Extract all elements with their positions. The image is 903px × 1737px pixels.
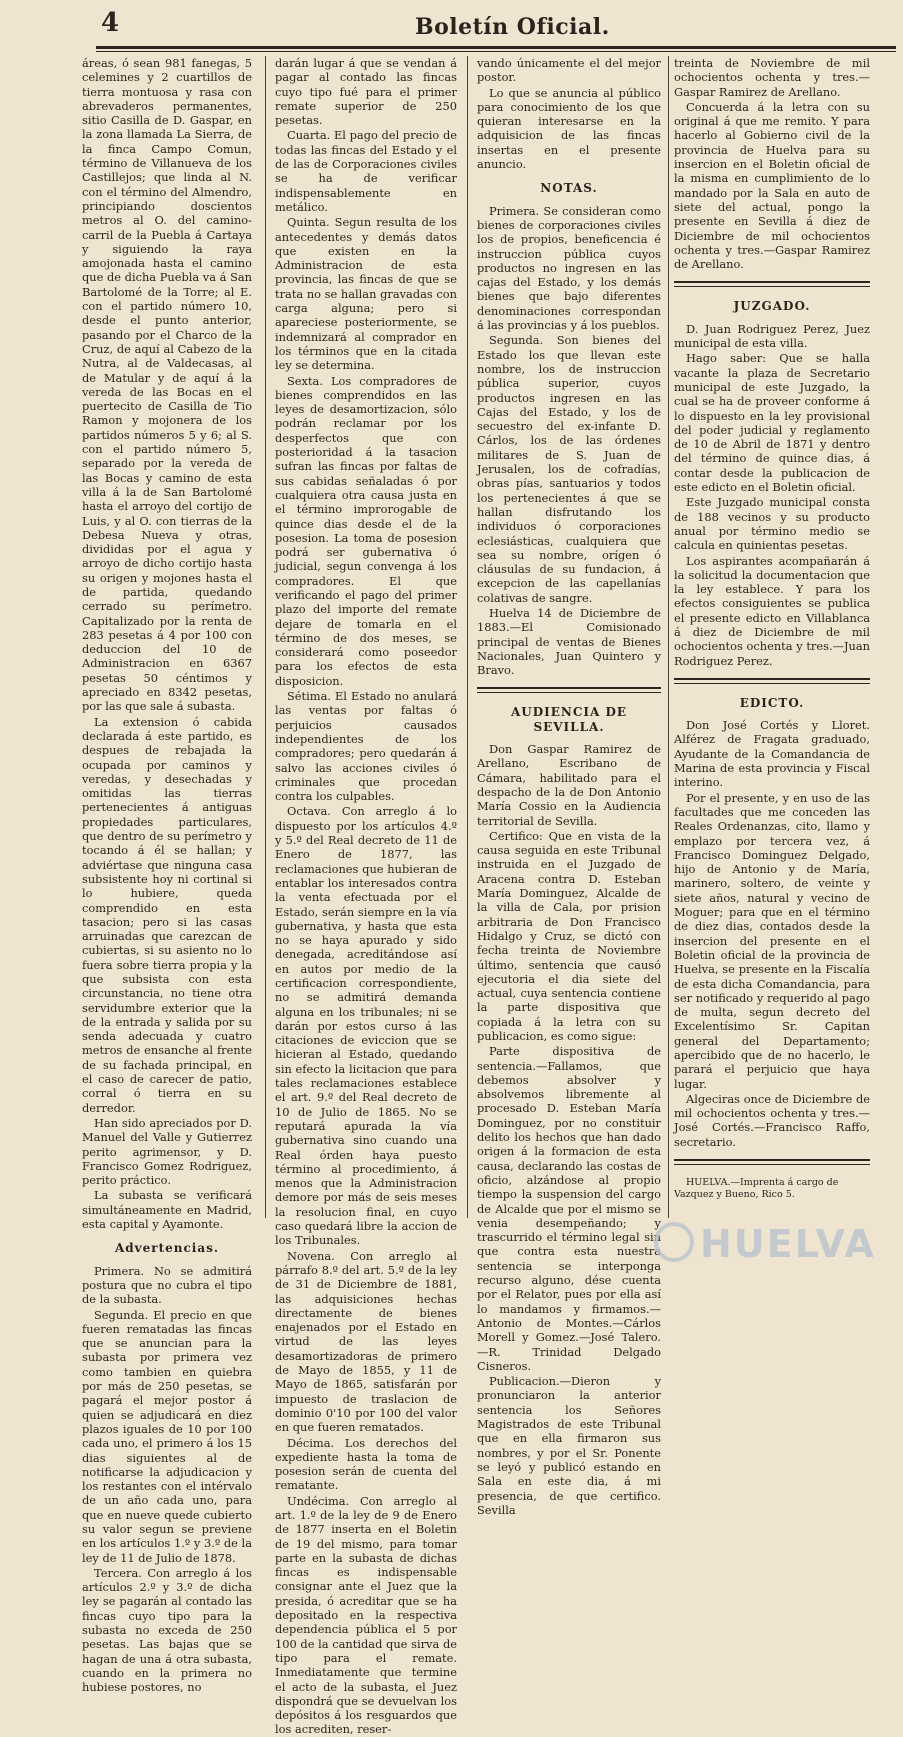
page-title: Boletín Oficial. (415, 14, 610, 40)
paragraph: Concuerda á la letra con su original á que me remito. Y para hacerlo al Gobierno civil de la provincia de Huelva para su insercion en el Boletin oficial de la misma en cumplimiento de lo mandado por la Sala en auto de siete del actual, pongo la presente en Sevilla á diez de Diciembre de mil ochocientos ochenta y tres.—Gaspar Ramirez de Arellano. (674, 99, 870, 272)
watermark-logo-icon (654, 1222, 694, 1262)
paragraph: Cuarta. El pago del precio de todas las fincas del Estado y el de las de Corporaciones civiles se ha de verificar indispensablemente en metálico. (275, 128, 457, 214)
paragraph: Sexta. Los compradores de bienes comprendidos en las leyes de desamortizacion, sólo podrán reclamar por los desperfectos que con posterioridad á la tasacion sufran las fincas por faltas de sus cabidas señaladas ó por cualquiera otra causa justa en el término improrogable de quince dias desde el de la posesion. La toma de posesion podrá ser gubernativa ó judicial, segun convenga á los compradores. El que verificando el pago del primer plazo del importe del remate dejare de tomarla en el término de dos meses, se considerará como poseedor para los efectos de esta disposicion. (275, 373, 457, 688)
section-heading: EDICTO. (739, 695, 805, 710)
header-rule (96, 46, 896, 49)
paragraph: Hago saber: Que se halla vacante la plaza de Secretario municipal de este Juzgado, la cual se ha de proveer conforme á lo dispuesto en la ley provisional del poder judicial y reglamento de 10 de Abril de 1871 y dentro del término de quince dias, á contar desde la publicacion de este edicto en el Boletin oficial. (674, 351, 870, 495)
section-divider (674, 281, 870, 287)
paragraph: Parte dispositiva de sentencia.—Fallamos, que debemos absolver y absolvemos libremente al procesado D. Esteban María Dominguez, por no constituir delito los hechos que han dado origen á la formacion de esta causa, declarando las costas de oficio, alzándose al propio tiempo la suspension del cargo de Alcalde que por el mismo se venia desempeñando; y trascurrido el término legal sin que contra esta nuestra sentencia se interponga recurso alguno, dése cuenta por el Relator, pues por ella así lo mandamos y firmamos.—Antonio de Montes.—Cárlos Morell y Gomez.—José Talero.—R. Trinidad Delgado Cisneros. (477, 1044, 661, 1373)
section-divider (674, 1159, 870, 1165)
section-heading: NOTAS. (540, 181, 598, 196)
paragraph: treinta de Noviembre de mil ochocientos ochenta y tres.—Gaspar Ramirez de Arellano. (674, 56, 870, 99)
paragraph: Tercera. Con arreglo á los artículos 2.º y 3.º de dicha ley se pagarán al contado las fincas cuyo tipo para la subasta no exceda de 250 pesetas. Las bajas que se hagan de una á otra subasta, cuando en la primera no hubiese postores, no (82, 1565, 252, 1695)
paragraph: La subasta se verificará simultáneamente en Madrid, esta capital y Ayamonte. (82, 1188, 252, 1232)
paragraph: Primera. Se consideran como bienes de corporaciones civiles los de propios, beneficencia é instruccion pública cuyos productos no ingresen en las cajas del Estado, y los demás bienes que bajo diferentes denominaciones correspondan á las provincias y á los pueblos. (477, 203, 661, 333)
column-divider (668, 56, 669, 1218)
paragraph: Don José Cortés y Lloret. Alférez de Fragata graduado, Ayudante de la Comandancia de Marina de esta provincia y Fiscal interino. (674, 718, 870, 790)
paragraph: Este Juzgado municipal consta de 188 vecinos y su producto anual por término medio se calcula en quinientas pesetas. (674, 495, 870, 553)
section-divider (674, 678, 870, 684)
column-4 (674, 56, 870, 1236)
paragraph: Primera. No se admitirá postura que no cubra el tipo de la subasta. (82, 1263, 252, 1307)
paragraph: D. Juan Rodriguez Perez, Juez municipal de esta villa. (674, 321, 870, 351)
paragraph: Han sido apreciados por D. Manuel del Valle y Gutierrez perito agrimensor, y D. Francisco Gomez Rodriguez, perito práctico. (82, 1115, 252, 1188)
paragraph: Los aspirantes acompañarán á la solicitud la documentacion que la ley establece. Y para los efectos consiguientes se publica el presente edicto en Villablanca á diez de Diciembre de mil ochocientos ochenta y tres.—Juan Rodriguez Perez. (674, 553, 870, 668)
paragraph: vando únicamente el del mejor postor. (477, 56, 661, 85)
column-2 (275, 56, 457, 1737)
paragraph: Segunda. Son bienes del Estado los que llevan este nombre, los de instruccion pública superior, cuyos productos ingresen en las Cajas del Estado, y los de secuestro del ex-infante D. Cárlos, los de las órdenes militares de S. Juan de Jerusalen, los de cofradías, obras pías, santuarios y todos los pertenecientes á que se hallan disfrutando los individuos ó corporaciones eclesiásticas, cualquiera que sea su nombre, orígen ó cláusulas de su fundacion, á excepcion de las capellanías colativas de sangre. (477, 333, 661, 605)
column-divider (467, 56, 468, 1218)
column-1 (82, 56, 252, 1695)
paragraph: Segunda. El precio en que fueren rematadas las fincas que se anuncian para la subasta por primera vez como tambien en quiebra por más de 250 pesetas, se pagará el mejor postor á quien se adjudicará en diez plazos iguales de 10 por 100 cada uno, el primero á los 15 dias siguientes al de notificarse la adjudicacion y los restantes con el intérvalo de un año cada uno, para que en nueve quede cubierto su valor segun se previene en los artículos 1.º y 3.º de la ley de 11 de Julio de 1878. (82, 1307, 252, 1565)
paragraph: Lo que se anuncia al público para conocimiento de los que quieran interesarse en la adquisicion de las fincas insertas en el presente anuncio. (477, 85, 661, 172)
watermark-text: HUELVA (700, 1222, 876, 1266)
paragraph: Quinta. Segun resulta de los antecedentes y demás datos que existen en la Administracion de esta provincia, las fincas de que se trata no se hallan gravadas con carga alguna; pero si apareciese posteriormente, se indemnizará al comprador en los términos que en la citada ley se determina. (275, 215, 457, 373)
section-heading: JUZGADO. (733, 299, 811, 314)
paragraph: áreas, ó sean 981 fanegas, 5 celemines y 2 cuartillos de tierra montuosa y rasa con abrevaderos permanentes, sitio Casilla de D. Gaspar, en la zona llamada La Sierra, de la finca Campo Comun, término de Villanueva de los Castillejos; que linda al N. con el término del Almendro, principiando doscientos metros al O. del camino-carril de la Puebla á Cartaya y siguiendo la raya amojonada hasta el camino que de dicha Puebla va á San Bartolomé de la Torre; al E. con el partido número 10, desde el punto anterior, pasando por el Charco de la Cruz, de aquí al Cabezo de la Nutra, al de Valdecasas, al de Matular y de aquí á la vereda de las Bocas en el puertecito de Casilla de Tio Ramon y mojonera de los partidos números 5 y 6; al S. con el partido número 5, separado por la vereda de las Bocas y camino de esta villa á la de San Bartolomé hasta el arroyo del cortijo de Luis, y al O. con tierras de la Debesa Nueva y otras, divididas por el agua y arroyo de dicho cortijo hasta su origen y mojones hasta el de partida, quedando cerrado su perímetro. Capitalizado por la renta de 283 pesetas á 4 por 100 con deduccion del 10 de Administracion en 6367 pesetas 50 céntimos y apreciado en 8342 pesetas, por las que sale á subasta. (82, 56, 252, 714)
paragraph: Por el presente, y en uso de las facultades que me conceden las Reales Ordenanzas, cito, llamo y emplazo por tercera vez, á Francisco Dominguez Delgado, hijo de Antonio y de María, marinero, soltero, de veinte y siete años, natural y vecino de Moguer; para que en el término de diez dias, contados desde la insercion del presente en el Boletin oficial de la provincia de Huelva, se presente en la Fiscalía de esta dicha Comandancia, para ser notificado y requerido al pago de multa, segun decreto del Excelentísimo Sr. Capitan general del Departamento; apercibido que de no hacerlo, le parará el perjuicio que haya lugar. (674, 790, 870, 1091)
paragraph: La extension ó cabida declarada á este partido, es despues de rebajada la ocupada por caminos y veredas, y desechadas y omitidas las tierras pertenecientes á antiguas propiedades particulares, que dentro de su perímetro y tocando á él se hallan; y adviértase que ninguna casa subsistente hoy ni cortinal si lo hubiere, queda comprendido en esta tasacion; pero si las casas arruinadas que carezcan de cubiertas, si su asiento no lo fuera sobre tierra propia y la que subsista con esta circunstancia, no tiene otra servidumbre exterior que la de la entrada y salida por su senda adecuada y cuatro metros de ensanche al frente de su fachada principal, en el caso de carecer de patio, corral ó tierra en su derredor. (82, 714, 252, 1115)
header-rule-thin (96, 51, 896, 52)
section-divider (477, 687, 661, 693)
paragraph: Novena. Con arreglo al párrafo 8.º del art. 5.º de la ley de 31 de Diciembre de 1881, las adquisiciones hechas directamente de bienes enajenados por el Estado en virtud de las leyes desamortizadoras de primero de Mayo de 1855, y 11 de Mayo de 1865, satisfarán por impuesto de traslacion de dominio 0'10 por 100 del valor en que fueren rematados. (275, 1248, 457, 1435)
paragraph: Décima. Los derechos del expediente hasta la toma de posesion serán de cuenta del rematante. (275, 1435, 457, 1493)
paragraph: Publicacion.—Dieron y pronunciaron la anterior sentencia los Señores Magistrados de este Tribunal que en ella firmaron sus nombres, y por el Sr. Ponente se leyó y publicó estando en Sala en este dia, á mi presencia, de que certifico. Sevilla (477, 1374, 661, 1517)
paragraph: Sétima. El Estado no anulará las ventas por faltas ó perjuicios causados independientes de los compradores; pero quedarán á salvo las acciones civiles ó criminales que procedan contra los culpables. (275, 689, 457, 804)
section-heading: Advertencias. (114, 1241, 220, 1256)
paragraph: Octava. Con arreglo á lo dispuesto por los artículos 4.º y 5.º del Real decreto de 11 de Enero de 1877, las reclamaciones que hubieran de entablar los interesados contra la venta efectuada por el Estado, serán siempre en la vía gubernativa, y hasta que esta no se haya apurado y sido denegada, acreditándose así en autos por medio de la certificacion correspondiente, no se admitirá demanda alguna en los tribunales; ni se darán por estos curso á las citaciones de eviccion que se hicieran al Estado, quedando sin efecto la licitacion que para tales reclamaciones establece el art. 9.º del Real decreto de 10 de Julio de 1865. No se reputará apurada la vía gubernativa sino cuando una Real órden haya puesto término al procedimiento, á menos que la Administracion demore por más de seis meses la resolucion final, en cuyo caso quedará libre la accion de los Tribunales. (275, 804, 457, 1248)
paragraph: Huelva 14 de Diciembre de 1883.—El Comisionado principal de ventas de Bienes Nacionales, Juan Quintero y Bravo. (477, 605, 661, 678)
section-heading: AUDIENCIA DE SEVILLA. (510, 705, 628, 734)
paragraph: Certifico: Que en vista de la causa seguida en este Tribunal instruida en el Juzgado de Aracena contra D. Esteban María Dominguez, Alcalde de la villa de Cala, por prision arbitraria de Don Francisco Hidalgo y Cruz, se dictó con fecha treinta de Noviembre último, sentencia que causó ejecutoria el dia siete del actual, cuya sentencia contiene la parte dispositiva que copiada á la letra con su publicacion, es como sigue: (477, 828, 661, 1043)
column-divider (265, 56, 266, 1218)
page-number: 4 (101, 8, 120, 38)
imprint-line: HUELVA.—Imprenta á cargo de Vazquez y Bueno, Rico 5. (674, 1177, 839, 1201)
paragraph: darán lugar á que se vendan á pagar al contado las fincas cuyo tipo fué para el primer remate superior de 250 pesetas. (275, 56, 457, 128)
paragraph: Undécima. Con arreglo al art. 1.º de la ley de 9 de Enero de 1877 inserta en el Boletin de 19 del mismo, para tomar parte en la subasta de dichas fincas es indispensable consignar ante el Juez que la presida, ó acreditar que se ha depositado en la respectiva dependencia pública el 5 por 100 de la cantidad que sirva de tipo para el remate. Inmediatamente que termine el acto de la subasta, el Juez dispondrá que se devuelvan los depósitos á los resguardos que los acrediten, reser- (275, 1493, 457, 1737)
paragraph: Don Gaspar Ramirez de Arellano, Escribano de Cámara, habilitado para el despacho de la de Don Antonio María Cossio en la Audiencia territorial de Sevilla. (477, 742, 661, 828)
column-3 (477, 56, 661, 1517)
paragraph: Algeciras once de Diciembre de mil ochocientos ochenta y tres.—José Cortés.—Francisco Raffo, secretario. (674, 1091, 870, 1149)
